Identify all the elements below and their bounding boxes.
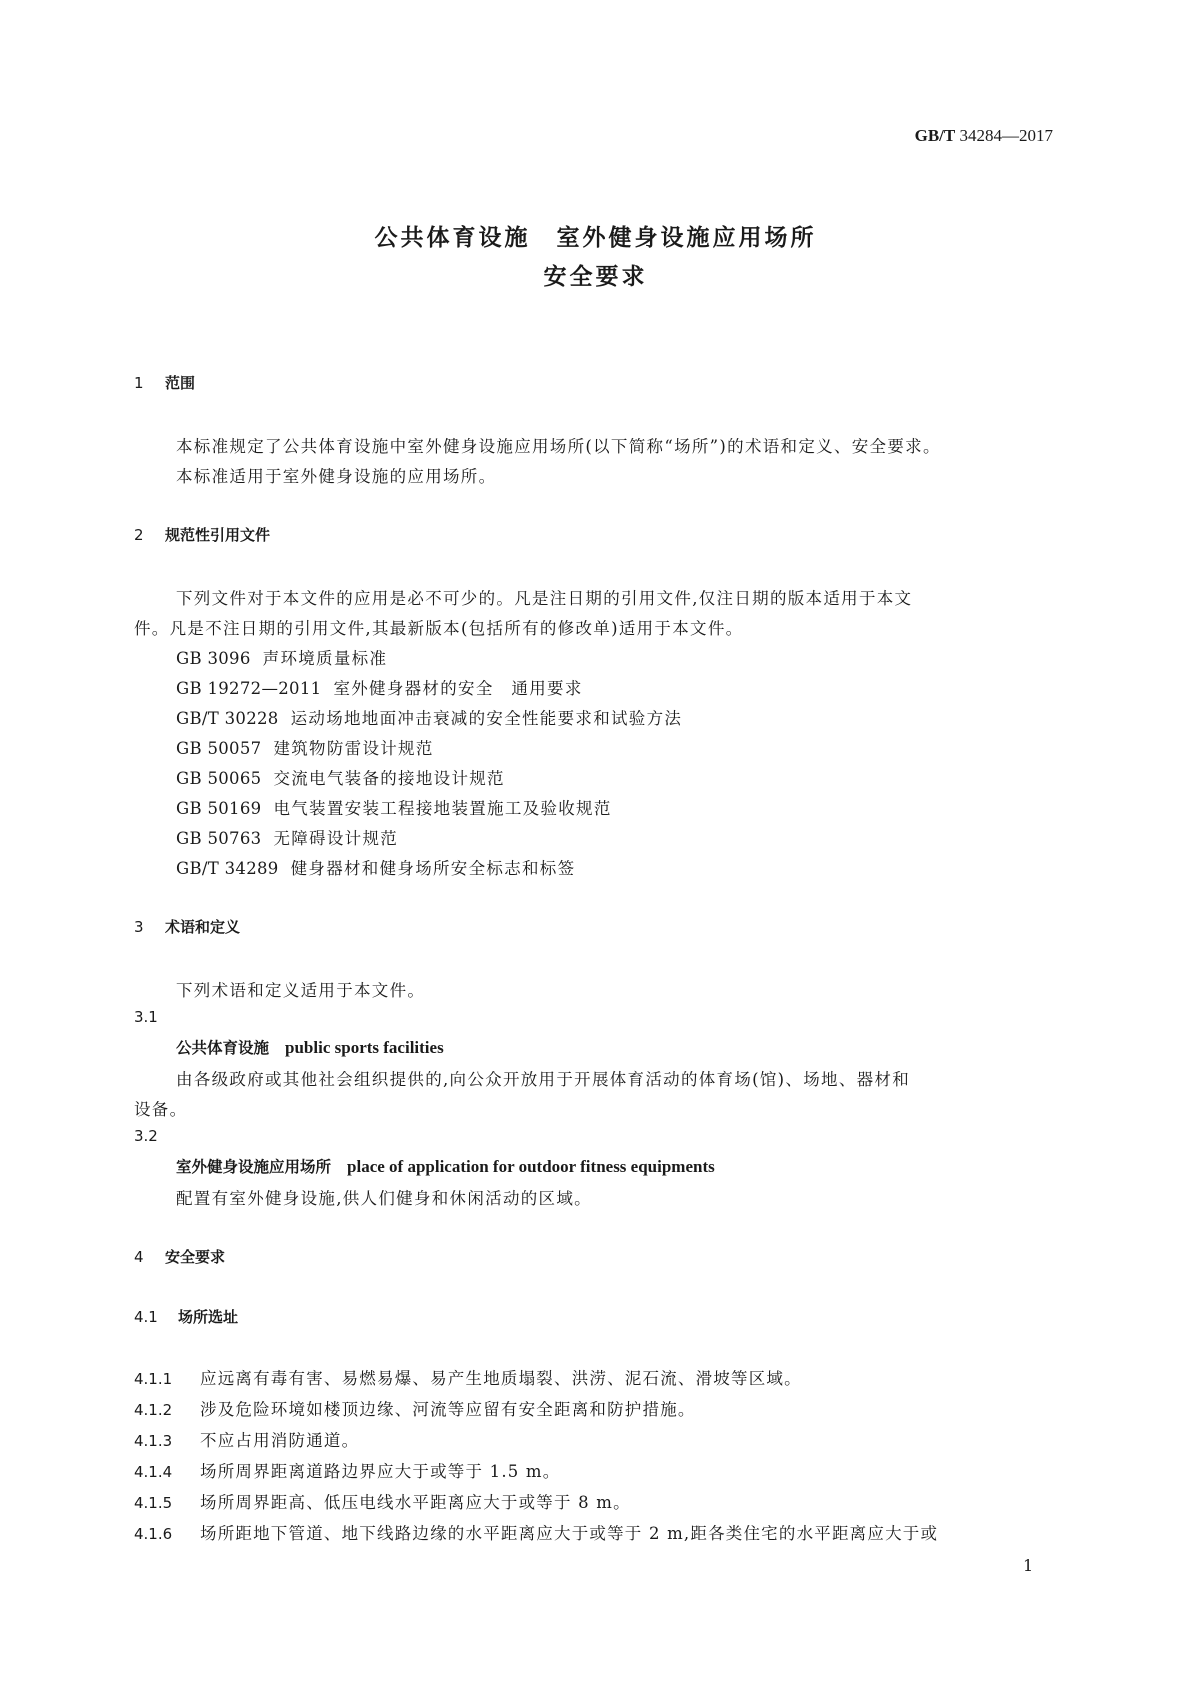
term-definition-line1: 配置有室外健身设施,供人们健身和休闲活动的区域。 [176,1189,592,1208]
clause-item: 4.1.6 场所距地下管道、地下线路边缘的水平距离应大于或等于 2 m,距各类住宅的水平距离应大于或 [134,1524,939,1543]
reference-item: GB 50763 无障碍设计规范 [176,829,399,848]
term-heading: 室外健身设施应用场所 place of application for outdoor fitness equipments [176,1157,715,1176]
standard-prefix: GB/T [914,126,956,145]
clause-item: 4.1.4 场所周界距离道路边界应大于或等于 1.5 m。 [134,1462,561,1481]
clause-item: 4.1.3 不应占用消防通道。 [134,1431,360,1450]
clause-item: 4.1.2 涉及危险环境如楼顶边缘、河流等应留有安全距离和防护措施。 [134,1400,696,1419]
subsection-heading-site-selection: 4.1 场所选址 [134,1308,239,1326]
reference-item: GB/T 34289 健身器材和健身场所安全标志和标签 [176,859,576,878]
document-title-line2: 安全要求 [543,264,648,290]
standard-code [915,126,1053,146]
section-heading-scope: 1 范围 [134,374,196,392]
term-heading: 公共体育设施 public sports facilities [176,1038,444,1057]
section-heading-safety-requirements: 4 安全要求 [134,1248,226,1266]
term-number: 3.2 [134,1127,158,1145]
terms-intro: 下列术语和定义适用于本文件。 [176,981,426,1000]
reference-item: GB 50065 交流电气装备的接地设计规范 [176,769,505,788]
reference-item: GB 3096 声环境质量标准 [176,649,388,668]
references-intro-line2: 件。凡是不注日期的引用文件,其最新版本(包括所有的修改单)适用于本文件。 [134,619,744,638]
standard-number: 34284—2017 [959,126,1053,145]
term-definition-line2: 设备。 [134,1100,188,1119]
scope-paragraph-2: 本标准适用于室外健身设施的应用场所。 [176,467,497,486]
clause-item: 4.1.1 应远离有毒有害、易燃易爆、易产生地质塌裂、洪涝、泥石流、滑坡等区域。 [134,1369,802,1388]
reference-item: GB/T 30228 运动场地地面冲击衰减的安全性能要求和试验方法 [176,709,683,728]
clause-item: 4.1.5 场所周界距高、低压电线水平距离应大于或等于 8 m。 [134,1493,631,1512]
page-number: 1 [1023,1556,1034,1575]
reference-item: GB 50169 电气装置安装工程接地装置施工及验收规范 [176,799,612,818]
term-definition-line1: 由各级政府或其他社会组织提供的,向公众开放用于开展体育活动的体育场(馆)、场地、器材和 [176,1070,911,1089]
section-heading-normative-references: 2 规范性引用文件 [134,526,271,544]
section-heading-terms-definitions: 3 术语和定义 [134,918,241,936]
scope-paragraph-1: 本标准规定了公共体育设施中室外健身设施应用场所(以下简称“场所”)的术语和定义、安全要求。 [176,437,941,456]
references-intro-line1: 下列文件对于本文件的应用是必不可少的。凡是注日期的引用文件,仅注日期的版本适用于本文 [176,589,913,608]
term-number: 3.1 [134,1008,158,1026]
document-title-line1: 公共体育设施 室外健身设施应用场所 [374,225,817,251]
reference-item: GB 50057 建筑物防雷设计规范 [176,739,434,758]
reference-item: GB 19272—2011 室外健身器材的安全 通用要求 [176,679,583,698]
